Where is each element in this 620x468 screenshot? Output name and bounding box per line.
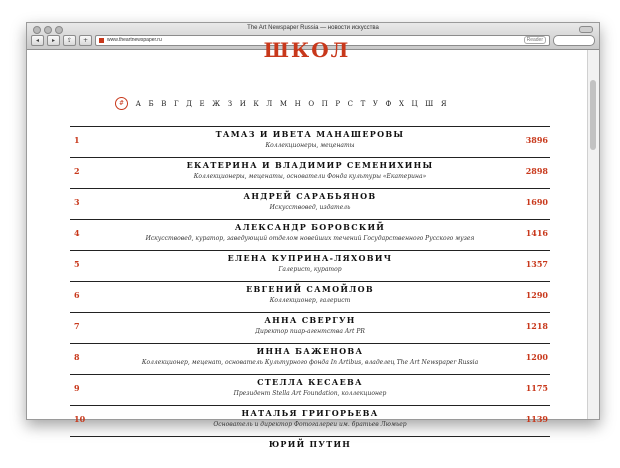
alphabet-letter[interactable]: Т: [360, 99, 366, 108]
alphabet-letter[interactable]: Д: [186, 99, 192, 108]
ranking-row[interactable]: [70, 250, 550, 282]
alphabet-all-button[interactable]: #: [115, 97, 128, 110]
ranking-row[interactable]: [70, 126, 550, 158]
score-value: 1139: [525, 414, 548, 424]
alphabet-letter[interactable]: Ц: [411, 99, 418, 108]
ranking-row[interactable]: [70, 281, 550, 313]
person-name[interactable]: ТАМАЗ И ИВЕТА МАНАШЕРОВЫ: [215, 129, 405, 139]
person-name[interactable]: ИННА БАЖЕНОВА: [256, 346, 364, 356]
person-description: Коллекционер, галерист: [269, 297, 351, 304]
person-description: Галерист, куратор: [278, 266, 342, 273]
rank-number: 8: [74, 352, 80, 362]
rank-number: 4: [74, 228, 80, 238]
rank-number: 6: [74, 290, 80, 300]
person-name[interactable]: ЕКАТЕРИНА И ВЛАДИМИР СЕМЕНИХИНЫ: [186, 160, 434, 170]
alphabet-letter[interactable]: К: [253, 99, 259, 108]
back-icon[interactable]: ◂: [31, 35, 44, 46]
alphabet-letter[interactable]: У: [372, 99, 378, 108]
alphabet-letter[interactable]: И: [239, 99, 246, 108]
alphabet-letter[interactable]: Б: [148, 99, 154, 108]
alphabet-letter[interactable]: С: [347, 99, 354, 108]
score-value: 2898: [525, 166, 548, 176]
page-heading: ШКОЛ: [263, 38, 351, 62]
vertical-scrollbar[interactable]: [587, 50, 599, 419]
toolbar-toggle-button[interactable]: [579, 26, 593, 33]
rank-number: 3: [74, 197, 80, 207]
alphabet-letter[interactable]: Е: [199, 99, 205, 108]
alphabet-letter[interactable]: Ш: [425, 99, 434, 108]
rank-number: 1: [74, 135, 80, 145]
ranking-row[interactable]: [70, 374, 550, 406]
ranking-row[interactable]: [70, 405, 550, 437]
rank-number: 5: [74, 259, 80, 269]
person-description: Коллекционеры, меценаты, основатели Фонда культуры «Екатерина»: [193, 173, 427, 180]
score-value: 1290: [525, 290, 548, 300]
scrollbar-thumb[interactable]: [590, 80, 596, 150]
add-bookmark-icon[interactable]: +: [79, 35, 92, 46]
forward-icon[interactable]: ▸: [47, 35, 60, 46]
score-value: 1690: [525, 197, 548, 207]
person-name[interactable]: АЛЕКСАНДР БОРОВСКИЙ: [234, 222, 386, 232]
rank-number: 10: [74, 414, 86, 424]
alphabet-letter[interactable]: О: [308, 99, 315, 108]
score-value: 1218: [525, 321, 548, 331]
ranking-row[interactable]: [70, 157, 550, 189]
person-name[interactable]: ЮРИЙ ПУТИН: [268, 439, 352, 449]
alphabet-letter[interactable]: М: [279, 99, 288, 108]
alphabet-letter[interactable]: Н: [294, 99, 301, 108]
ranking-row[interactable]: [70, 188, 550, 220]
person-description: Президент Stella Art Foundation, коллекционер: [233, 390, 387, 397]
share-icon[interactable]: ⇪: [63, 35, 76, 46]
person-description: Коллекционеры, меценаты: [265, 142, 355, 149]
alphabet-letter[interactable]: В: [161, 99, 167, 108]
alphabet-letter[interactable]: Ж: [212, 99, 221, 108]
rank-number: 7: [74, 321, 80, 331]
person-name[interactable]: ЕЛЕНА КУПРИНА-ЛЯХОВИЧ: [227, 253, 393, 263]
score-value: 1200: [525, 352, 548, 362]
person-description: Основатель и директор Фотогалереи им. братьев Люмьер: [213, 421, 407, 428]
reader-button[interactable]: Reader: [524, 36, 546, 44]
score-value: 1175: [525, 383, 548, 393]
alphabet-letter[interactable]: Х: [398, 99, 404, 108]
person-name[interactable]: СТЕЛЛА КЕСАЕВА: [257, 377, 363, 387]
person-name[interactable]: АННА СВЕРГУН: [264, 315, 356, 325]
alphabet-filter: [115, 97, 446, 110]
person-description: Коллекционер, меценат, основатель Культурного фонда In Artibus, владелец The Art Newspaper Russia: [141, 359, 479, 366]
alphabet-letter[interactable]: Ф: [385, 99, 392, 108]
person-description: Искусствовед, куратор, заведующий отделом новейших течений Государственного Русского музея: [145, 235, 475, 242]
rank-number: 9: [74, 383, 80, 393]
alphabet-letter[interactable]: Я: [440, 99, 447, 108]
person-name[interactable]: ЕВГЕНИЙ САМОЙЛОВ: [246, 284, 374, 294]
alphabet-letter[interactable]: З: [227, 99, 233, 108]
window-title: The Art Newspaper Russia — новости искусства: [247, 25, 379, 31]
person-description: Директор пиар-агентства Art PR: [255, 328, 365, 335]
ranking-row[interactable]: [70, 219, 550, 251]
alphabet-letter[interactable]: Г: [174, 99, 179, 108]
browser-window: [26, 22, 600, 449]
alphabet-letter[interactable]: Р: [335, 99, 341, 108]
score-value: 1357: [525, 259, 548, 269]
address-url: www.theartnewspaper.ru: [107, 37, 162, 43]
ranking-row[interactable]: [70, 312, 550, 344]
alphabet-letter[interactable]: Л: [266, 99, 273, 108]
ranking-row[interactable]: [70, 436, 550, 468]
ranking-row[interactable]: [70, 343, 550, 375]
alphabet-letter[interactable]: П: [321, 99, 328, 108]
score-value: 1416: [525, 228, 548, 238]
score-value: 3896: [525, 135, 548, 145]
person-description: Искусствовед, издатель: [269, 204, 351, 211]
person-name[interactable]: АНДРЕЙ САРАБЬЯНОВ: [243, 191, 377, 201]
rank-number: 2: [74, 166, 80, 176]
person-name[interactable]: НАТАЛЬЯ ГРИГОРЬЕВА: [241, 408, 379, 418]
alphabet-letter[interactable]: А: [135, 99, 141, 108]
